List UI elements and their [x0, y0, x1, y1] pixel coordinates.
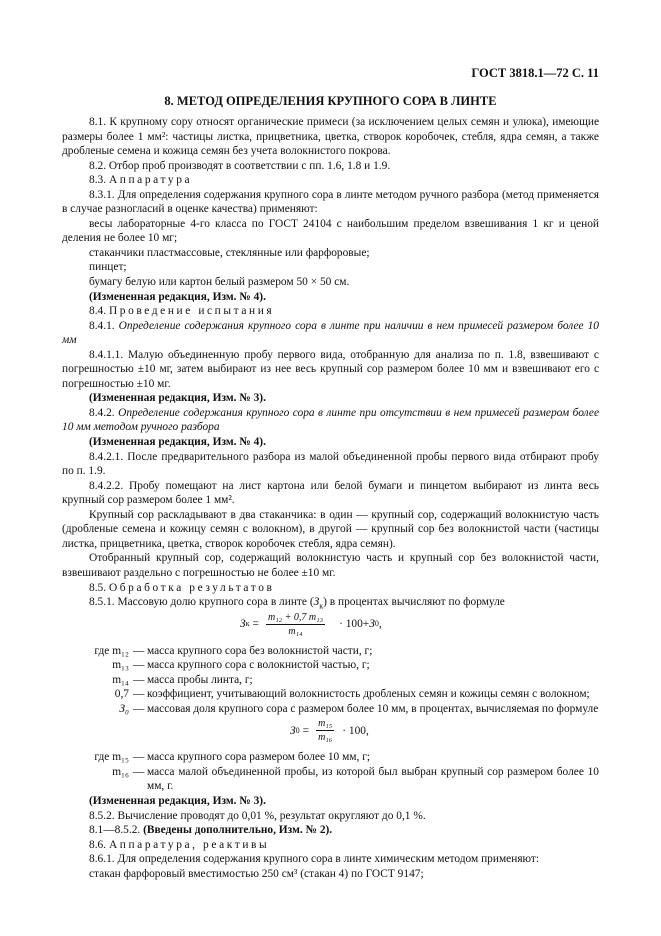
heading-8-5-title: Обработка результатов	[108, 581, 275, 594]
heading-8-4-number: 8.4.	[89, 305, 107, 318]
legend-1-row: m₁₄ — масса пробы линта, г;	[62, 673, 599, 688]
legend-symbol: m₁₄	[112, 673, 129, 686]
heading-8-6-title: Аппаратура, реактивы	[108, 838, 270, 851]
page-header: ГОСТ 3818.1—72 С. 11	[471, 66, 599, 80]
legend-text: масса малой объединенной пробы, из которой был выбран крупный сор размером более 10 мм, г.	[147, 765, 599, 793]
formula-1-tail-end: ,	[378, 617, 382, 630]
formula-1-equals: =	[252, 617, 259, 630]
paragraph-8-4-2-text: Определение содержания крупного сора в линте при отсутствии в нем примесей размером более 10 мм методом ручного разбора	[62, 406, 599, 434]
paragraph-8-1: 8.1. К крупному сору относят органические примеси (за исключением целых семян и улюка), имеющие размеры более 1 мм²: частицы листка, прицветника, цветка, створок коробочек, стебля, ядра семян, а также дробленые семена и кожица семян без учета волокнистого покрова.	[62, 116, 599, 158]
formula-2-denominator: m₁₆	[318, 732, 333, 744]
symbol-z: З	[313, 596, 320, 609]
legend-text: масса крупного сора размером более 10 мм, г;	[147, 751, 371, 764]
paragraph-8-4-2-1: 8.4.2.1. После предварительного разбора из малой объединенной пробы первого вида отбирают пробу по п. 1.9.	[62, 450, 599, 478]
heading-8-3	[62, 173, 599, 188]
legend-symbol: З₀	[119, 702, 129, 715]
legend-1-row: З₀ — массовая доля крупного сора с размером более 10 мм, в процентах, вычисляемая по формуле	[62, 702, 599, 717]
formula-2-lhs: З	[290, 724, 296, 737]
paragraph-8-6-1: 8.6.1. Для определения содержания крупного сора в линте химическим методом применяют:	[89, 853, 540, 866]
paragraph-8-4-1-text: Определение содержания крупного сора в линте при наличии в нем примесей размером более 10 мм	[62, 319, 599, 347]
formula-1-lhs: З	[240, 617, 246, 630]
formula-1-fraction	[266, 612, 325, 637]
legend-2-row: где m₁₅ — масса крупного сора размером более 10 мм, г;	[62, 750, 599, 765]
formula-2-numerator: m₁₅	[318, 718, 333, 730]
legend-symbol: где m₁₂	[94, 644, 129, 657]
paragraph-8-4-2	[62, 406, 599, 435]
item-cups: стаканчики пластмассовые, стеклянные или фарфоровые;	[89, 246, 370, 259]
heading-8-4-title: Проведение испытания	[108, 305, 275, 318]
paragraph-8-4-1-1: 8.4.1.1. Малую объединенную пробу первого вида, отобранную для анализа по п. 1.8, взвешивают с погрешностью ±10 мг, затем выбирают из нее весь крупный сор размером более 10 мм и взвешивают его с погрешностью ±10 мг.	[62, 348, 599, 390]
legend-text: масса крупного сора с волокнистой частью, г;	[147, 659, 370, 672]
item-paper: бумагу белую или картон белый размером 50 × 50 см.	[89, 276, 350, 289]
paragraph-8-4-2-2: 8.4.2.2. Пробу помещают на лист картона или белой бумаги и пинцетом выбирают из линта весь крупный сор размером более 1 мм².	[62, 479, 599, 507]
formula-1-numerator: m₁₂ + 0,7 m₁₃	[267, 611, 324, 623]
legend-text: коэффициент, учитывающий волокнистость дробленых семян и кожицы семян с волокном;	[147, 688, 590, 701]
legend-2	[62, 750, 599, 794]
legend-symbol: где m₁₅	[94, 751, 129, 764]
legend-text: масса крупного сора без волокнистой части, г;	[147, 644, 373, 657]
section-title: 8. МЕТОД ОПРЕДЕЛЕНИЯ КРУПНОГО СОРА В ЛИНТЕ	[164, 94, 497, 108]
formula-2	[62, 716, 599, 750]
paragraph-8-1-8-5-2-number: 8.1—8.5.2.	[89, 824, 141, 837]
item-tweezers: пинцет;	[89, 261, 127, 274]
revision-note-2: (Измененная редакция, Изм. № 3).	[89, 392, 266, 405]
item-beaker: стакан фарфоровый вместимостью 250 см³ (стакан 4) по ГОСТ 9147;	[89, 867, 424, 880]
paragraph-8-1-8-5-2	[62, 823, 599, 838]
legend-symbol: m₁₃	[112, 659, 129, 672]
revision-note-4: (Измененная редакция, Изм. № 3).	[89, 794, 266, 807]
item-scales: весы лабораторные 4-го класса по ГОСТ 24104 с наибольшим пределом взвешивания 1 кг и ценой деления не более 10 мг;	[62, 217, 599, 245]
paragraph-8-4-2-number: 8.4.2.	[89, 406, 115, 419]
paragraph-weigh: Отобранный крупный сор, содержащий волокнистую часть и крупный сор без волокнистой части, взвешивают раздельно с погрешностью не более ±10 мг.	[62, 552, 599, 579]
paragraph-8-5-2: 8.5.2. Вычисление проводят до 0,01 %, результат округляют до 0,1 %.	[89, 809, 426, 822]
formula-2-fraction	[316, 718, 334, 743]
legend-1-row: 0,7 — коэффициент, учитывающий волокнистость дробленых семян и кожицы семян с волокном;	[62, 687, 599, 702]
symbol-z-sub: к	[319, 601, 324, 611]
formula-2-equals: =	[302, 724, 310, 737]
paragraph-8-4-1-number: 8.4.1.	[89, 319, 115, 332]
legend-1-row: m₁₃ — масса крупного сора с волокнистой частью, г;	[62, 658, 599, 673]
paragraph-8-1-8-5-2-note: (Введены дополнительно, Изм. № 2).	[143, 824, 333, 837]
formula-1-denominator: m₁₄	[288, 625, 303, 637]
heading-8-6-number: 8.6.	[89, 838, 107, 851]
heading-8-4	[62, 304, 599, 319]
paragraph-8-5-1-text-b: ) в процентах вычисляют по формуле	[323, 596, 505, 609]
formula-2-expression: З 0 = $\frac{\text{m₁₅}}{\text{m₁₆}}$ · 100,	[290, 718, 369, 744]
legend-symbol: 0,7	[114, 688, 129, 701]
heading-8-5-number: 8.5.	[89, 581, 107, 594]
paragraph-split: Крупный сор раскладывают в два стаканчика: в один — крупный сор, содержащий волокнистую часть (дробленые семена и кожицу семян с волокном), в другой — крупный сор без волокнистой части (частицы листка, прицветника, цветка, створок коробочек стебля, ядра семян).	[62, 508, 599, 550]
revision-note-3: (Измененная редакция, Изм. № 4).	[89, 436, 266, 449]
legend-2-row: m₁₆ — масса малой объединенной пробы, из которой был выбран крупный сор размером более 10 мм, г.	[62, 765, 599, 794]
formula-1-expression: З к = $\frac{\text{m₁₂ + 0,7 m₁₃}}{\text{m₁₄}}$ · 100+ З 0 ,	[240, 611, 382, 637]
paragraph-8-3-1: 8.3.1. Для определения содержания крупного сора в линте методом ручного разбора (метод применяется в случае разногласий в оценке качества) применяют:	[62, 188, 599, 216]
legend-text: массовая доля крупного сора с размером более 10 мм, в процентах, вычисляемая по формуле	[147, 702, 599, 715]
heading-8-3-title: Аппаратура	[108, 174, 193, 187]
revision-note-1: (Измененная редакция, Изм. № 4).	[89, 290, 266, 303]
heading-8-6	[62, 838, 599, 853]
paragraph-8-4-1	[62, 319, 599, 348]
legend-symbol: m₁₆	[112, 765, 129, 778]
formula-1-tail-symbol: З	[369, 617, 375, 630]
paragraph-8-5-1-text-a: 8.5.1. Массовую долю крупного сора в линте (	[89, 596, 314, 609]
formula-1-tail: · 100+	[339, 617, 370, 630]
paragraph-8-5-1	[62, 595, 599, 610]
section-body	[62, 115, 599, 881]
heading-8-3-number: 8.3.	[89, 174, 107, 187]
heading-8-5	[62, 581, 599, 596]
legend-1	[62, 644, 599, 717]
legend-text: масса пробы линта, г;	[147, 673, 253, 686]
formula-1	[62, 610, 599, 644]
legend-1-row: где m₁₂ — масса крупного сора без волокнистой части, г;	[62, 644, 599, 659]
paragraph-8-2: 8.2. Отбор проб производят в соответствии с пп. 1.6, 1.8 и 1.9.	[89, 159, 391, 172]
formula-2-tail: · 100,	[342, 724, 369, 737]
